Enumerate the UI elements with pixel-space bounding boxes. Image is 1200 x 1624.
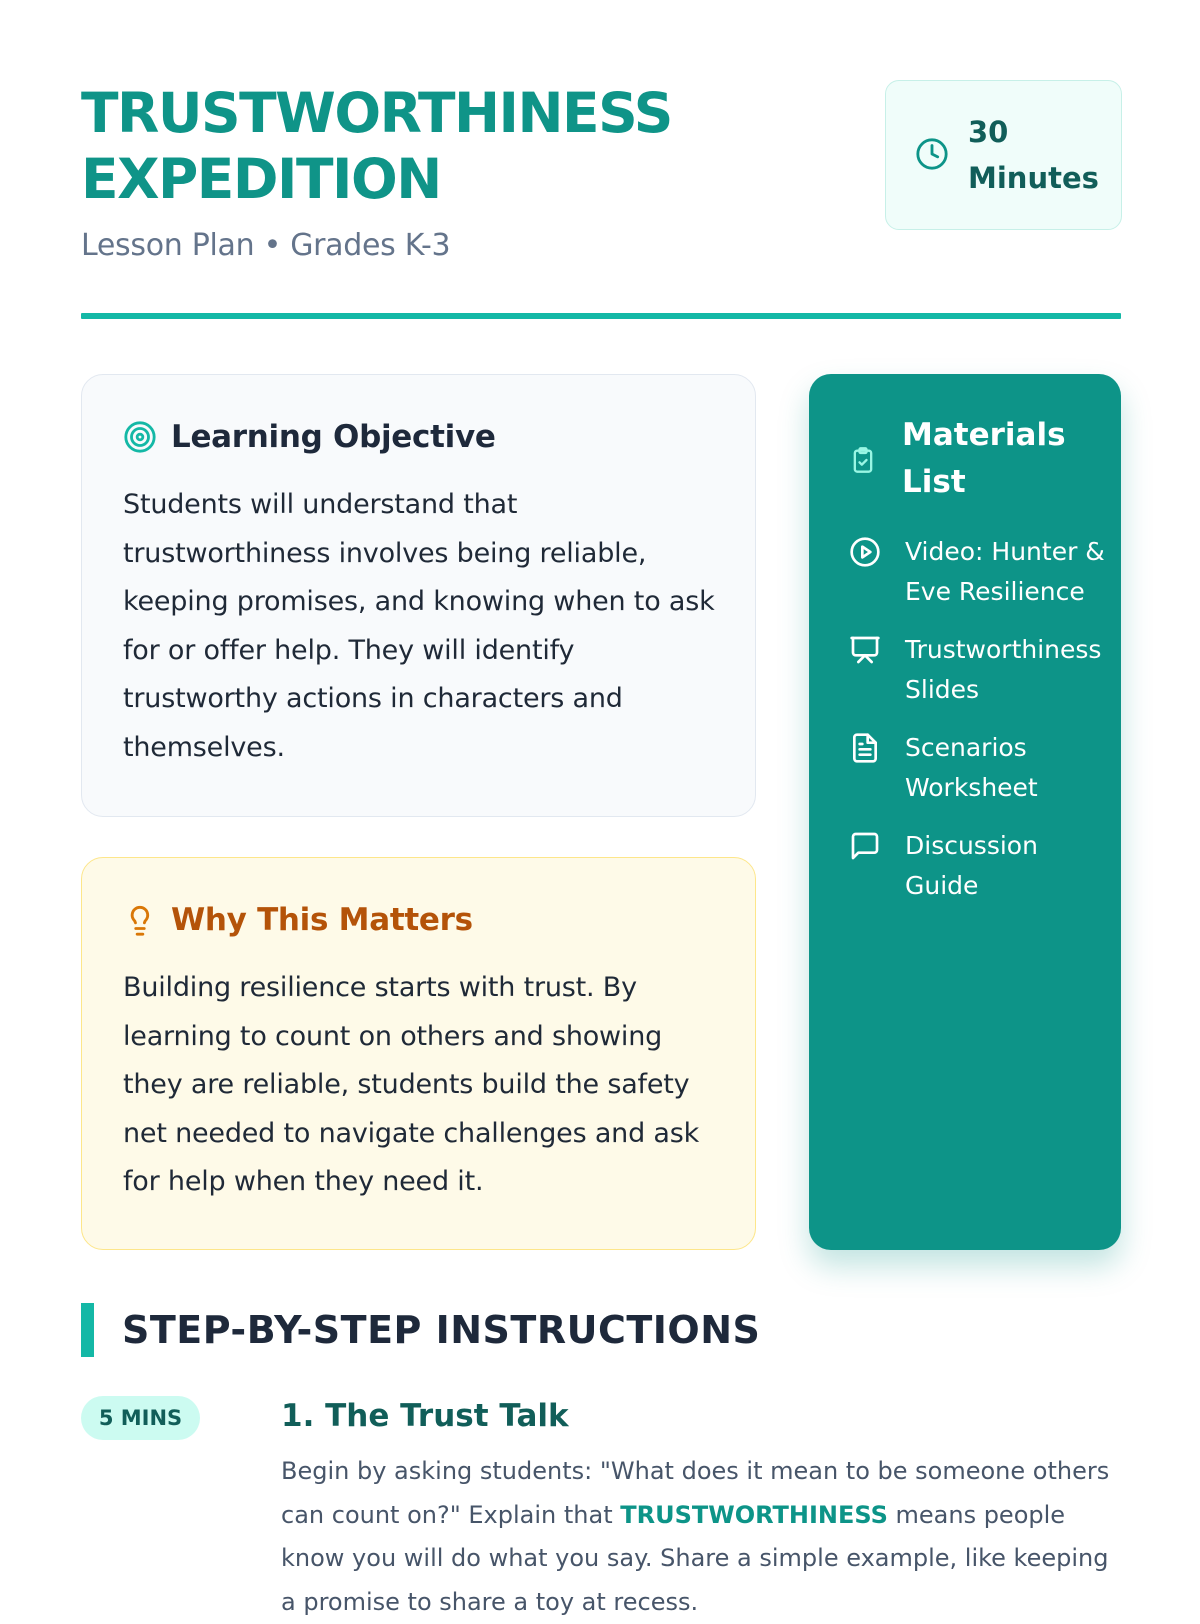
step-text-after: means people know you will do what you say. Share a simple example, like keeping a promise to share a toy at recess. — [281, 1500, 1109, 1616]
steps-heading — [81, 1303, 760, 1357]
presentation-icon — [849, 634, 881, 666]
duration-unit: Minutes — [968, 161, 1099, 195]
materials-item-slides[interactable] — [849, 630, 1111, 710]
steps-title: STEP-BY-STEP INSTRUCTIONS — [122, 1308, 761, 1352]
why-this-matters-card — [81, 857, 756, 1250]
clipboard-check-icon — [849, 444, 877, 476]
why-this-matters-header — [123, 898, 473, 942]
materials-item-label: Video: Hunter & Eve Resilience — [905, 537, 1105, 606]
materials-list — [849, 532, 1111, 924]
learning-objective-card — [81, 374, 756, 817]
materials-item-label: Scenarios Worksheet — [905, 733, 1038, 802]
why-this-matters-text: Building resilience starts with trust. By learning to count on others and showing they are reliable, students build the safety net needed to navigate challenges and ask for help when they need it. — [123, 972, 700, 1197]
step-description — [281, 1450, 1111, 1624]
title-line-1: TRUSTWORTHINESS — [81, 81, 672, 145]
step-text-before: Begin by asking students: "What does it mean to be someone others can count on?" Explain that — [281, 1457, 1110, 1529]
materials-item-label: Trustworthiness Slides — [905, 635, 1102, 704]
chat-bubble-icon — [849, 830, 881, 862]
step-title: 1. The Trust Talk — [281, 1398, 569, 1434]
lightbulb-icon — [123, 903, 157, 937]
materials-item-video[interactable] — [849, 532, 1111, 612]
target-icon — [123, 420, 157, 454]
duration-number: 30 — [968, 115, 1009, 149]
learning-objective-header — [123, 415, 496, 459]
materials-panel — [809, 374, 1121, 1250]
header — [81, 80, 1121, 320]
page-title — [81, 80, 841, 212]
step-keyword: TRUSTWORTHINESS — [620, 1500, 888, 1529]
materials-item-worksheet[interactable] — [849, 728, 1111, 808]
play-circle-icon — [849, 536, 881, 568]
materials-item-discussion[interactable] — [849, 826, 1111, 906]
why-this-matters-title: Why This Matters — [171, 902, 473, 938]
materials-item-label: Discussion Guide — [905, 831, 1038, 900]
document-icon — [849, 732, 881, 764]
clock-icon — [915, 137, 949, 171]
header-divider — [81, 313, 1121, 319]
page-subtitle: Lesson Plan • Grades K-3 — [81, 228, 451, 263]
title-line-2: EXPEDITION — [81, 147, 441, 211]
learning-objective-text: Students will understand that trustworthiness involves being reliable, keeping promises, and knowing when to ask for or offer help. They will identify trustworthy actions in characters and themselves. — [123, 489, 715, 763]
step-duration-badge: 5 MINS — [81, 1396, 200, 1440]
steps-heading-accent-bar — [81, 1303, 94, 1357]
learning-objective-title: Learning Objective — [171, 419, 496, 455]
materials-title: Materials List — [902, 417, 1066, 500]
duration-badge — [885, 80, 1122, 230]
